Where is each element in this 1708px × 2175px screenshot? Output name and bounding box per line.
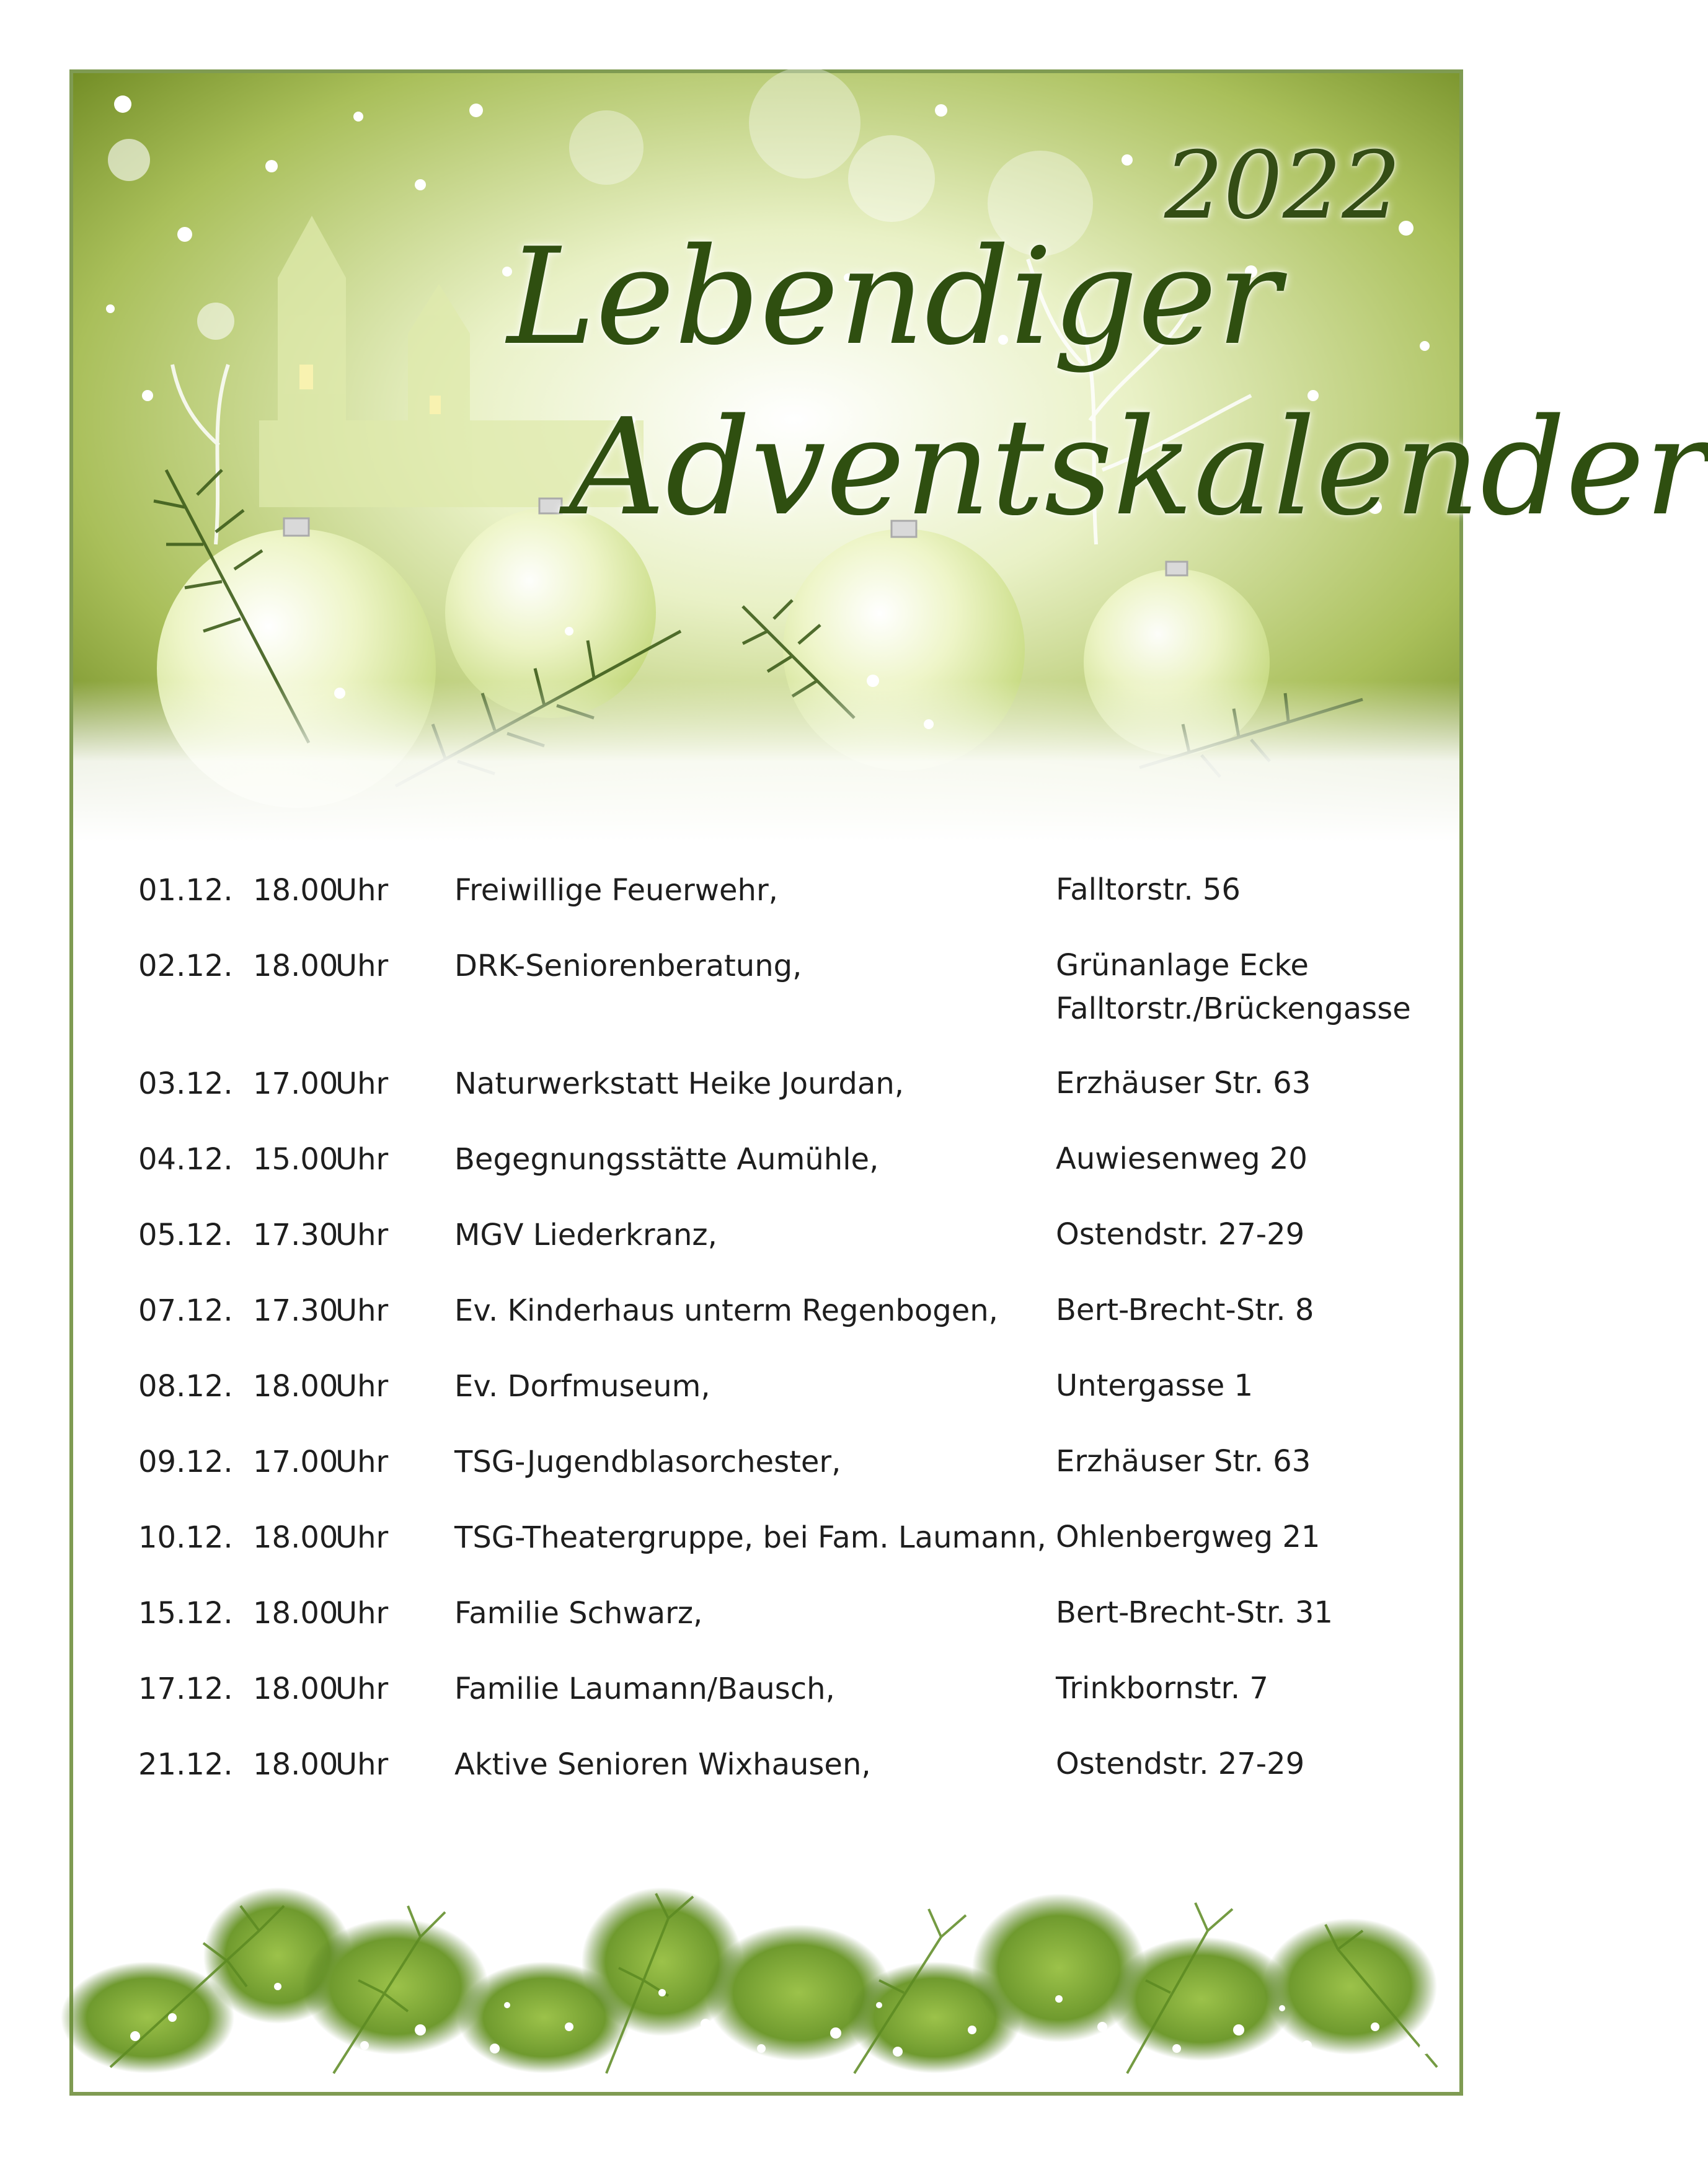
event-time-unit: Uhr <box>335 1747 389 1782</box>
event-location: Grünanlage Ecke Falltorstr./Brückengasse <box>1056 948 1411 1026</box>
event-location: Erzhäuser Str. 63 <box>1056 1444 1311 1479</box>
schedule-row <box>138 1445 1440 1520</box>
event-host: Aktive Senioren Wixhausen, <box>454 1747 871 1782</box>
schedule-row <box>138 1747 1440 1823</box>
event-time: 18.00 <box>253 1596 339 1631</box>
schedule-row <box>138 949 1440 1066</box>
schedule-row <box>138 1218 1440 1293</box>
event-host: MGV Liederkranz, <box>454 1218 717 1252</box>
event-time-unit: Uhr <box>335 1672 389 1706</box>
poster-title-line2: Adventskalender <box>569 389 1708 545</box>
schedule-row <box>138 1293 1440 1369</box>
event-time-unit: Uhr <box>335 949 389 983</box>
schedule-row <box>138 1066 1440 1142</box>
poster-frame <box>69 69 1708 2096</box>
event-host: Freiwillige Feuerwehr, <box>454 873 778 908</box>
event-location: Untergasse 1 <box>1056 1368 1254 1403</box>
event-date: 08.12. <box>138 1369 233 1404</box>
event-time: 18.00 <box>253 873 339 908</box>
event-time: 18.00 <box>253 1747 339 1782</box>
event-location: Auwiesenweg 20 <box>1056 1141 1308 1176</box>
schedule-row <box>138 1596 1440 1672</box>
event-host: DRK-Seniorenberatung, <box>454 949 802 983</box>
event-time: 18.00 <box>253 1520 339 1555</box>
schedule-row <box>138 1142 1440 1218</box>
event-location: Erzhäuser Str. 63 <box>1056 1066 1311 1101</box>
event-date: 05.12. <box>138 1218 233 1252</box>
event-time-unit: Uhr <box>335 1596 389 1631</box>
event-host: Begegnungsstätte Aumühle, <box>454 1142 879 1177</box>
event-time: 17.00 <box>253 1445 339 1479</box>
event-date: 21.12. <box>138 1747 233 1782</box>
event-location: Falltorstr. 56 <box>1056 872 1241 907</box>
event-host: TSG-Jugendblasorchester, <box>454 1445 841 1479</box>
event-location: Trinkbornstr. 7 <box>1056 1671 1268 1706</box>
event-host: Naturwerkstatt Heike Jourdan, <box>454 1066 904 1101</box>
fir-branch-border <box>73 1832 1459 2092</box>
event-date: 01.12. <box>138 873 233 908</box>
event-time-unit: Uhr <box>335 1142 389 1177</box>
schedule-row <box>138 873 1440 949</box>
event-time: 17.30 <box>253 1293 339 1328</box>
event-date: 07.12. <box>138 1293 233 1328</box>
event-location: Ostendstr. 27-29 <box>1056 1747 1305 1781</box>
event-date: 03.12. <box>138 1066 233 1101</box>
event-host: Familie Schwarz, <box>454 1596 703 1631</box>
event-location: Bert-Brecht-Str. 31 <box>1056 1595 1333 1630</box>
event-host: Familie Laumann/Bausch, <box>454 1672 835 1706</box>
event-time-unit: Uhr <box>335 1445 389 1479</box>
event-time: 18.00 <box>253 1369 339 1404</box>
event-time-unit: Uhr <box>335 1293 389 1328</box>
event-time-unit: Uhr <box>335 873 389 908</box>
schedule-row <box>138 1672 1440 1747</box>
event-location: Bert-Brecht-Str. 8 <box>1056 1293 1314 1327</box>
fir-branches-graphic <box>73 1832 1459 2092</box>
event-time-unit: Uhr <box>335 1520 389 1555</box>
event-time-unit: Uhr <box>335 1066 389 1101</box>
event-date: 17.12. <box>138 1672 233 1706</box>
event-date: 02.12. <box>138 949 233 983</box>
event-date: 10.12. <box>138 1520 233 1555</box>
event-time: 17.00 <box>253 1066 339 1101</box>
event-date: 15.12. <box>138 1596 233 1631</box>
event-date: 09.12. <box>138 1445 233 1479</box>
event-host: Ev. Kinderhaus unterm Regenbogen, <box>454 1293 998 1328</box>
event-time-unit: Uhr <box>335 1369 389 1404</box>
event-schedule <box>138 873 1440 1823</box>
schedule-row <box>138 1520 1440 1596</box>
event-location: Ohlenbergweg 21 <box>1056 1520 1321 1554</box>
event-host: Ev. Dorfmuseum, <box>454 1369 710 1404</box>
poster-title-line1: Lebendiger <box>507 219 1281 374</box>
event-time: 15.00 <box>253 1142 339 1177</box>
header-illustration <box>73 73 1708 842</box>
event-time: 17.30 <box>253 1218 339 1252</box>
event-time-unit: Uhr <box>335 1218 389 1252</box>
event-location: Ostendstr. 27-29 <box>1056 1217 1305 1252</box>
poster-year: 2022 <box>1164 132 1401 240</box>
event-host: TSG-Theatergruppe, bei Fam. Laumann, <box>454 1520 1046 1555</box>
event-time: 18.00 <box>253 949 339 983</box>
event-date: 04.12. <box>138 1142 233 1177</box>
event-time: 18.00 <box>253 1672 339 1706</box>
schedule-row <box>138 1369 1440 1445</box>
